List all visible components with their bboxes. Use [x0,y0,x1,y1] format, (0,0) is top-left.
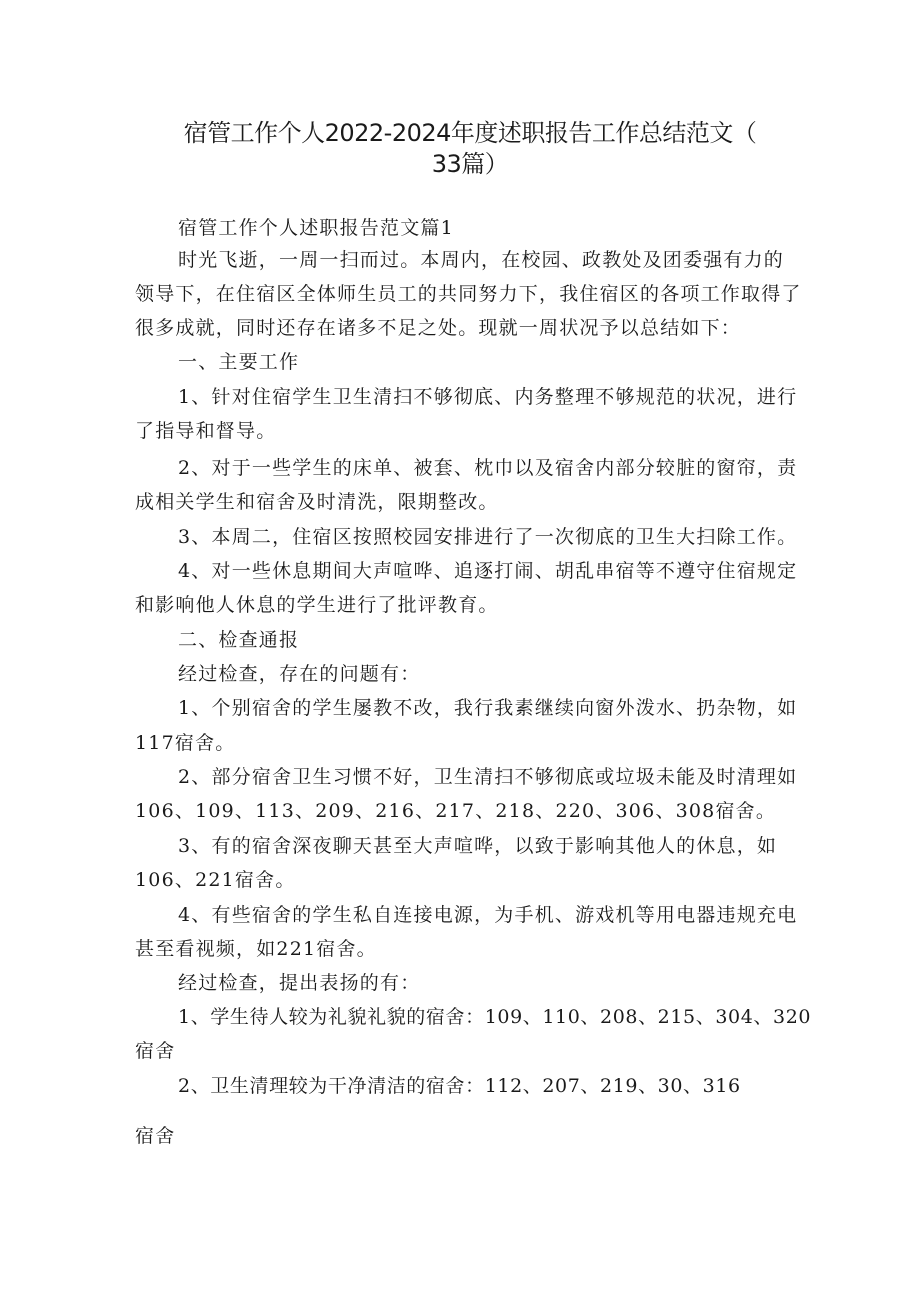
paragraph-line: 和影响他人休息的学生进行了批评教育。 [135,594,499,616]
paragraph-line: 时光飞逝，一周一扫而过。本周内，在校园、政教处及团委强有力的 [178,249,785,271]
paragraph-line: 106、221宿舍。 [135,869,296,891]
paragraph-line: 经过检查，存在的问题有： [178,663,421,685]
section-heading: 一、主要工作 [178,351,300,373]
paragraph-line: 甚至看视频，如221宿舍。 [135,938,377,960]
paragraph-line: 1、学生待人较为礼貌礼貌的宿舍：109、110、208、215、304、320 [178,1006,812,1028]
paragraph-line: 3、本周二，住宿区按照校园安排进行了一次彻底的卫生大扫除工作。 [178,526,798,548]
paragraph-line: 2、部分宿舍卫生习惯不好，卫生清扫不够彻底或垃圾未能及时清理如 [178,766,798,788]
paragraph-line: 3、有的宿舍深夜聊天甚至大声喧哗，以致于影响其他人的休息，如 [178,835,778,857]
paragraph-line: 4、对一些休息期间大声喧哗、追逐打闹、胡乱串宿等不遵守住宿规定 [178,560,798,582]
section-heading: 宿管工作个人述职报告范文篇1 [178,217,454,239]
document-title-line-1: 宿管工作个人2022-2024年度述职报告工作总结范文（ [183,119,757,147]
paragraph-line: 成相关学生和宿舍及时清洗，限期整改。 [135,491,499,513]
document-title-line-2: 33篇） [431,150,509,178]
paragraph-line: 117宿舍。 [135,732,236,754]
paragraph-line: 很多成就，同时还存在诸多不足之处。现就一周状况予以总结如下： [135,317,742,339]
paragraph-line: 4、有些宿舍的学生私自连接电源，为手机、游戏机等用电器违规充电 [178,904,798,926]
paragraph-line: 2、卫生清理较为干净清洁的宿舍：112、207、219、30、316 [178,1075,741,1097]
paragraph-line: 宿舍 [135,1125,176,1147]
paragraph-line: 领导下，在住宿区全体师生员工的共同努力下，我住宿区的各项工作取得了 [135,283,802,305]
paragraph-line: 1、针对住宿学生卫生清扫不够彻底、内务整理不够规范的状况，进行 [178,386,798,408]
paragraph-line: 经过检查，提出表扬的有： [178,972,421,994]
paragraph-line: 1、个别宿舍的学生屡教不改，我行我素继续向窗外泼水、扔杂物，如 [178,697,798,719]
paragraph-line: 了指导和督导。 [135,420,277,442]
paragraph-line: 宿舍 [135,1040,176,1062]
paragraph-line: 2、对于一些学生的床单、被套、枕巾以及宿舍内部分较脏的窗帘，责 [178,457,798,479]
section-heading: 二、检查通报 [178,629,300,651]
paragraph-line: 106、109、113、209、216、217、218、220、306、308宿舍。 [135,800,777,822]
